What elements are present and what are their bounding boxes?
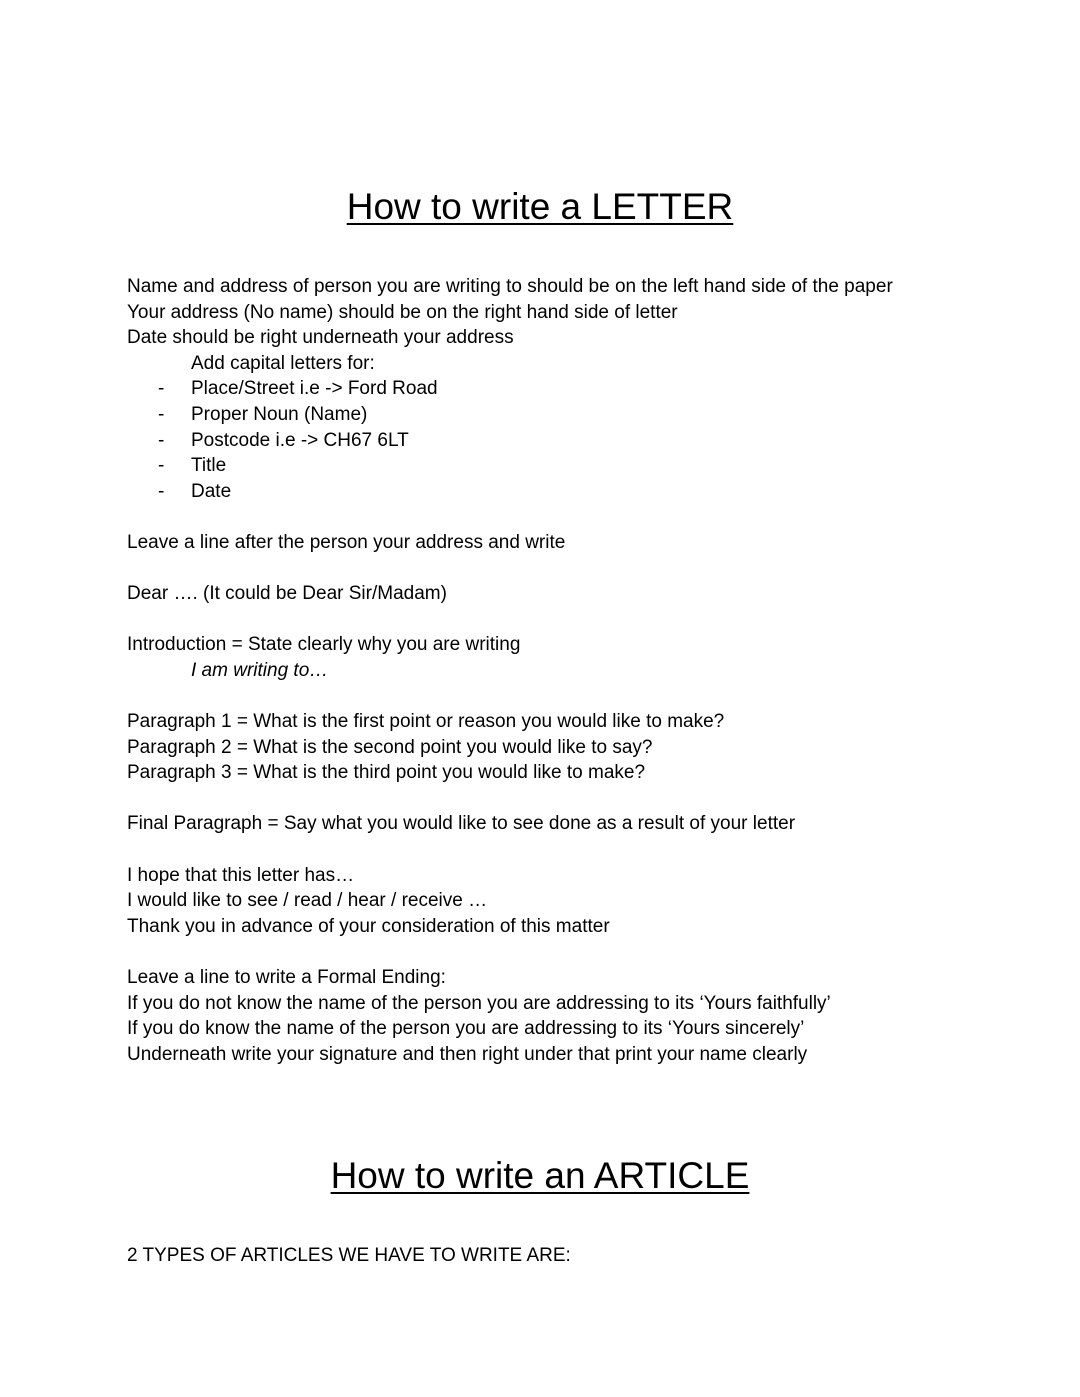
text-line: Introduction = State clearly why you are writing <box>127 634 521 656</box>
list-item-text: Postcode i.e -> CH67 6LT <box>191 429 409 451</box>
article-title: How to write an ARTICLE <box>330 1155 750 1196</box>
text-line: Your address (No name) should be on the right hand side of letter <box>127 301 678 323</box>
list-item-text: Place/Street i.e -> Ford Road <box>191 378 438 400</box>
text-line: 2 TYPES OF ARTICLES WE HAVE TO WRITE ARE: <box>127 1245 571 1266</box>
bullet-dash: - <box>158 429 165 451</box>
text-line: I would like to see / read / hear / receive … <box>127 890 488 912</box>
text-line: Paragraph 3 = What is the third point you would like to make? <box>127 762 646 784</box>
list-item-text: Date <box>191 480 232 502</box>
text-line: If you do not know the name of the person you are addressing to its ‘Yours faithfully’ <box>127 992 831 1014</box>
text-line: Dear …. (It could be Dear Sir/Madam) <box>127 583 447 605</box>
list-item <box>127 428 893 454</box>
text-line: Paragraph 2 = What is the second point you would like to say? <box>127 736 653 758</box>
bullet-dash: - <box>158 480 165 502</box>
text-line: Leave a line after the person your address and write <box>127 531 566 553</box>
text-line: Name and address of person you are writing to should be on the left hand side of the paper <box>127 276 893 297</box>
text-line: Leave a line to write a Formal Ending: <box>127 967 446 989</box>
bullet-dash: - <box>158 455 165 477</box>
letter-title: How to write a LETTER <box>346 186 734 227</box>
text-line: Date should be right underneath your address <box>127 327 514 349</box>
list-item <box>127 479 893 505</box>
text-line: Paragraph 1 = What is the first point or reason you would like to make? <box>127 711 725 733</box>
letter-body <box>127 274 893 1067</box>
article-body <box>127 1243 571 1269</box>
list-item <box>127 402 893 428</box>
list-item-text: Title <box>191 455 227 477</box>
bullet-dash: - <box>158 378 165 400</box>
list-item <box>127 453 893 479</box>
text-line: Thank you in advance of your consideration of this matter <box>127 915 610 937</box>
text-line: If you do know the name of the person you are addressing to its ‘Yours sincerely’ <box>127 1018 805 1040</box>
list-item <box>127 376 893 402</box>
text-line: Final Paragraph = Say what you would like to see done as a result of your letter <box>127 813 796 835</box>
capitals-heading: Add capital letters for: <box>191 352 375 374</box>
list-item-text: Proper Noun (Name) <box>191 403 368 425</box>
bullet-dash: - <box>158 403 165 425</box>
example-text: I am writing to… <box>191 659 329 681</box>
text-line: I hope that this letter has… <box>127 864 355 886</box>
text-line: Underneath write your signature and then right under that print your name clearly <box>127 1043 808 1065</box>
